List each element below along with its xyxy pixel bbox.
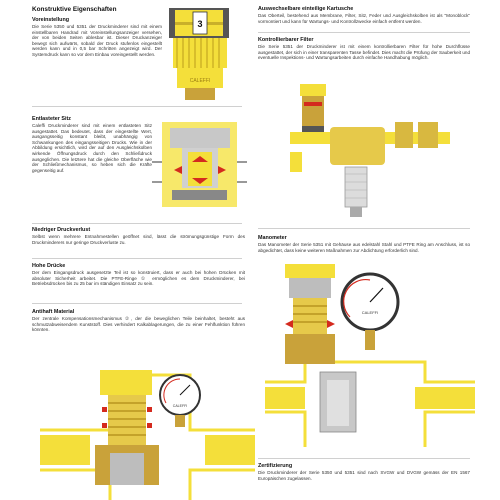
section-title: Konstruktive Eigenschaften bbox=[32, 6, 117, 13]
heading-manometer: Manometer bbox=[258, 235, 287, 241]
seat-cutaway-illustration bbox=[152, 112, 247, 217]
divider bbox=[32, 303, 242, 304]
divider bbox=[258, 228, 470, 229]
divider bbox=[32, 258, 242, 259]
heading-kartusche: Auswechselbare einteilige Kartusche bbox=[258, 6, 354, 12]
text-entlasteter-sitz: Caleffi Druckminderer sind mit einem entlasteten Sitz ausgestattet. Das bedeutet, dass der eingestellte Wert, ausgangsseitig konstant bleibt, unabhängig von Schwankungen des eingangsseitigen Drucks. Wie in der Abbildung ersichtlich, wird der auf den Ausgleichskolben wirkende Öffnungsdruck durch den Schließdruck ausgeglichen. Die letztere hat die gleiche Oberfläche wie der Schließmechanismus, so heben sich die Kräfte gegenseitig auf. bbox=[32, 123, 152, 173]
manometer-valve-illustration bbox=[265, 262, 475, 452]
text-hohe-druecke: Der dem Eingangsdruck ausgesetzte Teil ist so konstruiert, dass er auch bei hohen Drücken mit absoluter Sicherheit arbeitet. Die PTFE-Ringe ① ermöglichen es dem Druckminderer, bei Betriebsdrücken bis zu 25 bar im ständigen Einsatz zu sein. bbox=[32, 270, 245, 287]
text-zertifizierung: Die Druckminderer der Serie 5350 und 5351 sind nach SVGW und DVGW gemäss der EN 1567 Europäischen zugelassen. bbox=[258, 470, 470, 481]
knob-number: 3 bbox=[197, 19, 203, 29]
divider bbox=[258, 458, 470, 459]
divider bbox=[258, 32, 470, 33]
gauge-logo-left: CALEFFI bbox=[172, 404, 188, 408]
text-antihaft-material: Der zentrale Kompensationsmechanismus ②, der die beweglichen Teile beinhaltet, besteht aus schmutzabweisendem Kunststoff. Dies verhindert Kalkablagerungen, die zu einer Fehlfunktion führen könnten. bbox=[32, 316, 245, 333]
heading-voreinstellung: Voreinstellung bbox=[32, 17, 70, 23]
heading-filter: Kontrollierbarer Filter bbox=[258, 37, 314, 43]
text-kartusche: Das Oberteil, bestehend aus Membrane, Filter, Sitz, Feder und Ausgleichskolben ist als "Monoblock" vormontiert und kann für Wartungs- und Kontrollzwecke einfach entfernt werden. bbox=[258, 13, 470, 24]
heading-entlasteter-sitz: Entlasteter Sitz bbox=[32, 116, 71, 122]
text-manometer: Das Manometer der Serie 5351 mit Gehäuse aus edelstahl Stahl und PTFE Ring am Anschluss, ist so abgedichtet, dass keine weiteren Maßnahmen zur Abdichtung erforderlich sind. bbox=[258, 242, 470, 253]
divider bbox=[32, 106, 242, 107]
knob-logo: CALEFFI bbox=[189, 78, 211, 84]
text-voreinstellung: Die Serie 5350 und 5351 der Druckminderer sind mit einem einstellbaren Handrad mit Voreinstellungsanzeiger versehen, der von beiden Seiten ablesbar ist. Dieser Druckanzeiger bewegt sich aufwärts, sobald der Druck stufenlos eingestellt werden kann und in 0,5 bar Schritten angezeigt wird. Der Systemdruck kann so vor dem Einbau voreingestellt werden. bbox=[32, 24, 162, 57]
valve-cutaway-illustration-left bbox=[40, 355, 255, 500]
heading-hohe-druecke: Hohe Drücke bbox=[32, 263, 66, 269]
heading-antihaft-material: Antihaft Material bbox=[32, 309, 75, 315]
handwheel-illustration bbox=[165, 8, 235, 100]
divider bbox=[32, 223, 242, 224]
heading-zertifizierung: Zertifizierung bbox=[258, 463, 293, 469]
filter-cartridge-illustration bbox=[290, 82, 450, 222]
text-niedriger-druckverlust: Selbst wenn mehrere Entnahmestellen geöffnet sind, lässt die strömungsgünstige Form des Druckminderers nur geringe Druckverluste zu. bbox=[32, 234, 245, 245]
gauge-logo-right: CALEFFI bbox=[361, 310, 379, 315]
text-filter: Die Serie 5351 der Druckminderer ist mit einem kontrollierbaren Filter für hohe Durchflüsse ausgestattet, der sich in einer transparenten Tasse befindet. Dies macht die Prüfung der Sauberkeit und eventuelle Inspektions- und Wartungsarbeiten durch einfache Handhabung möglich. bbox=[258, 44, 470, 61]
heading-niedriger-druckverlust: Niedriger Druckverlust bbox=[32, 227, 91, 233]
